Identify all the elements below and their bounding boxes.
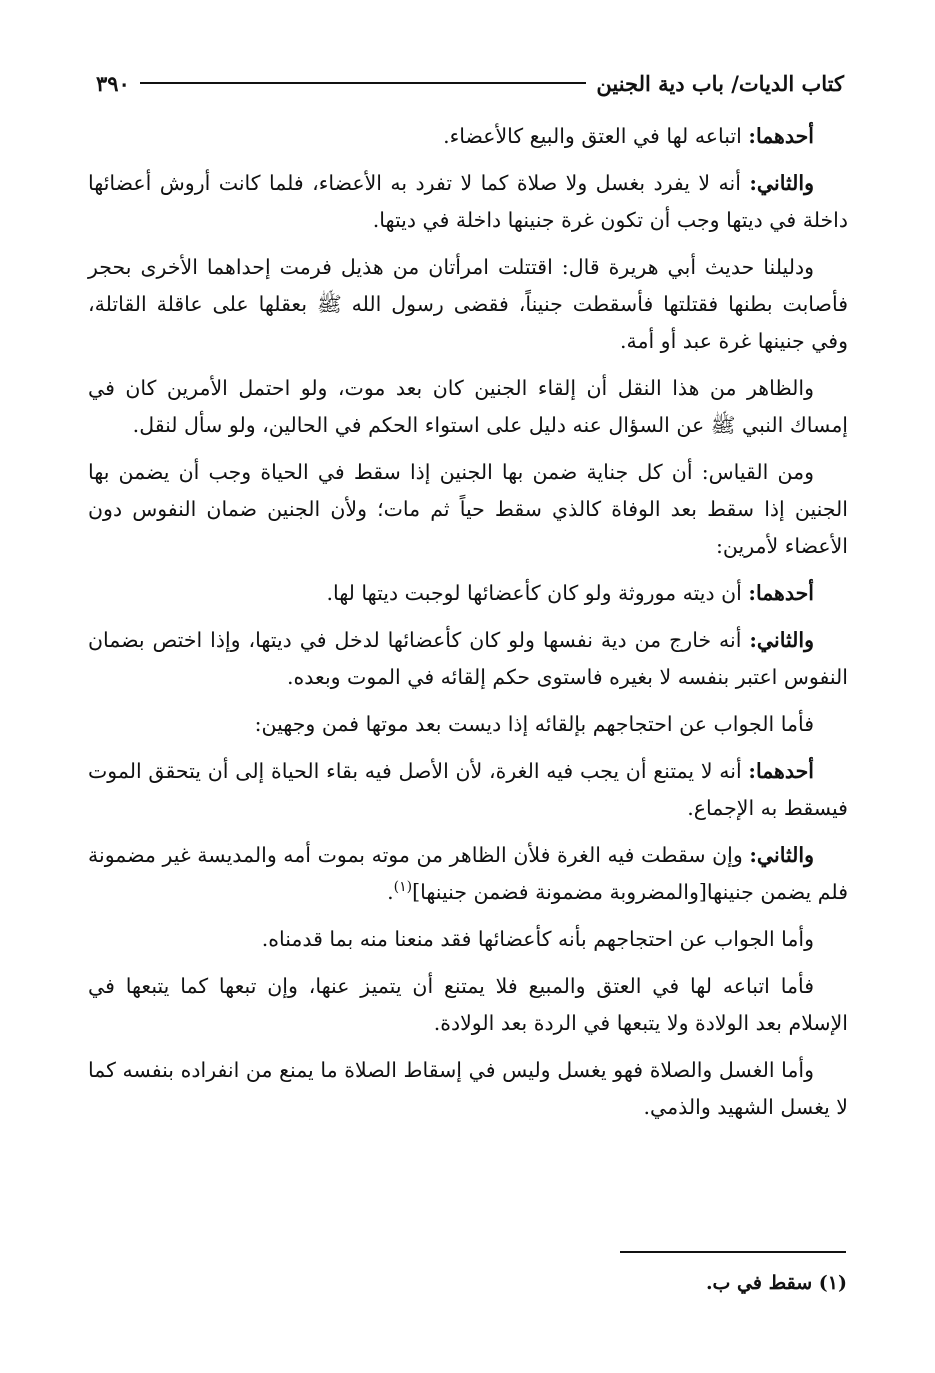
paragraph xyxy=(88,165,848,239)
paragraph-text: وأما الجواب عن احتجاجهم بأنه كأعضائها فقد منعنا منه بما قدمناه. xyxy=(261,927,814,951)
paragraph xyxy=(88,706,848,743)
page xyxy=(88,60,848,1136)
paragraph-lead: أحدهما: xyxy=(748,581,814,605)
paragraph-text: أن ديته موروثة ولو كان كأعضائها لوجبت ديتها لها. xyxy=(326,581,749,605)
header-rule xyxy=(140,82,587,84)
paragraph-text: ودليلنا حديث أبي هريرة قال: اقتتلت امرأتان من هذيل فرمت إحداهما الأخرى بحجر فأصابت بطنها فقتلتها فأسقطت جنيناً، فقضى رسول الله ﷺ بعقلها على عاقلة القاتلة، وفي جنينها غرة عبد أو أمة. xyxy=(88,255,848,353)
paragraph xyxy=(88,968,848,1042)
paragraph-text: وأما الغسل والصلاة فهو يغسل وليس في إسقاط الصلاة ما يمنع من انفراده بنفسه كما لا يغسل الشهيد والذمي. xyxy=(88,1058,848,1119)
paragraph-text: والظاهر من هذا النقل أن إلقاء الجنين كان بعد موت، ولو احتمل الأمرين كان في إمساك النبي ﷺ عن السؤال عنه دليل على استواء الحكم في الحالين، ولو سأل لنقل. xyxy=(88,376,848,437)
chapter-title: كتاب الديات/ باب دية الجنين xyxy=(596,70,844,96)
paragraph xyxy=(88,575,848,612)
paragraph-lead: والثاني: xyxy=(749,171,814,195)
body-text xyxy=(88,118,848,1126)
footnote-rule xyxy=(620,1251,846,1253)
paragraph-text: ومن القياس: أن كل جناية ضمن بها الجنين إذا سقط في الحياة وجب أن يضمن بها الجنين إذا سقط بعد الوفاة كالذي سقط حياً ثم مات؛ ولأن الجنين ضمان النفوس دون الأعضاء لأمرين: xyxy=(88,460,848,558)
paragraph-text: أنه لا يمتنع أن يجب فيه الغرة، لأن الأصل فيه بقاء الحياة إلى أن يتحقق الموت فيسقط به الإجماع. xyxy=(88,759,848,820)
paragraph-lead: والثاني: xyxy=(749,843,814,867)
paragraph-text: فأما اتباعه لها في العتق والمبيع فلا يمتنع أن يتميز عنها، وإن تبعها كما يتبعها في الإسلام بعد الولادة ولا يتبعها في الردة بعد الولادة. xyxy=(88,974,848,1035)
paragraph xyxy=(88,837,848,911)
footnote xyxy=(706,1272,847,1294)
paragraph-text-tail: . xyxy=(387,880,394,904)
paragraph xyxy=(88,249,848,360)
paragraph-lead: والثاني: xyxy=(749,628,814,652)
paragraph-text: فأما الجواب عن احتجاجهم بإلقائه إذا ديست بعد موتها فمن وجهين: xyxy=(254,712,814,736)
paragraph xyxy=(88,118,848,155)
paragraph-lead: أحدهما: xyxy=(748,124,814,148)
paragraph xyxy=(88,753,848,827)
paragraph-text: وإن سقطت فيه الغرة فلأن الظاهر من موته بموت أمه والمديسة غير مضمونة فلم يضمن جنينها[والمضروبة مضمونة فضمن جنينها] xyxy=(88,843,848,904)
footnote-text: سقط في ب. xyxy=(705,1272,813,1294)
paragraph xyxy=(88,622,848,696)
paragraph xyxy=(88,1052,848,1126)
running-head xyxy=(88,60,848,106)
paragraph xyxy=(88,454,848,565)
paragraph xyxy=(88,921,848,958)
paragraph-lead: أحدهما: xyxy=(748,759,814,783)
paragraph-text: اتباعه لها في العتق والبيع كالأعضاء. xyxy=(443,124,749,148)
page-number: ٣٩٠ xyxy=(96,70,130,96)
footnote-reference[interactable]: (١) xyxy=(393,879,413,896)
footnote-number: (١) xyxy=(818,1272,847,1294)
paragraph-text: أنه لا يفرد بغسل ولا صلاة كما لا تفرد به الأعضاء، فلما كانت أروش أعضائها داخلة في ديتها وجب أن تكون غرة جنينها داخلة في ديتها. xyxy=(88,171,848,232)
paragraph-text: أنه خارج من دية نفسها ولو كان كأعضائها لدخل في ديتها، وإذا اختص بضمان النفوس اعتبر بنفسه لا بغيره فاستوى حكم إلقائه في الموت وبعده. xyxy=(88,628,848,689)
paragraph xyxy=(88,370,848,444)
